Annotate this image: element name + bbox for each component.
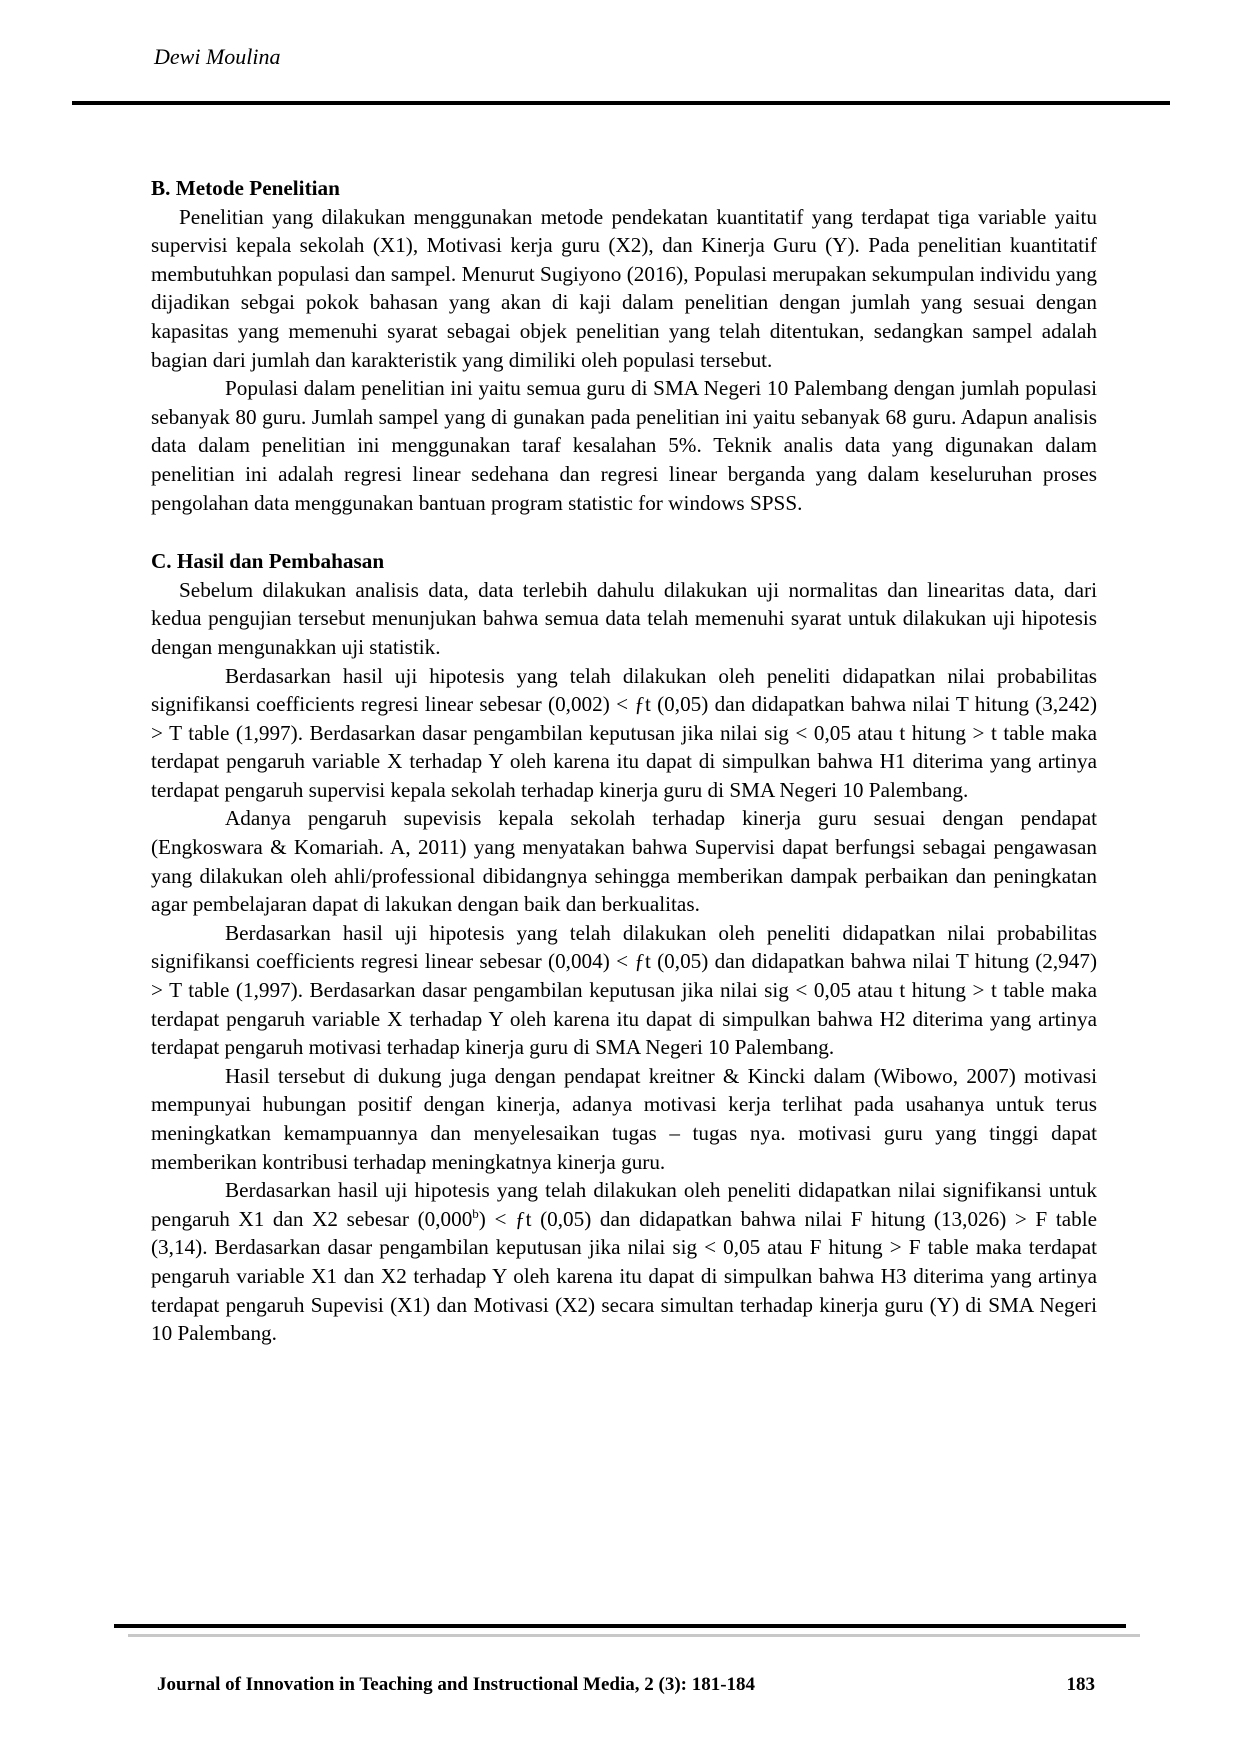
article-body (151, 174, 1097, 1348)
page-footer (157, 1674, 1095, 1696)
section-c-paragraph-2: Berdasarkan hasil uji hipotesis yang telah dilakukan oleh peneliti didapatkan nilai probabilitas signifikansi coefficients regresi linear sebesar (0,002) < ƒt (0,05) dan didapatkan bahwa nilai T hitung (3,242) > T table (1,997). Berdasarkan dasar pengambilan keputusan jika nilai sig < 0,05 atau t hitung > t table maka terdapat pengaruh variable X terhadap Y oleh karena itu dapat di simpulkan bahwa H1 diterima yang artinya terdapat pengaruh supervisi kepala sekolah terhadap kinerja guru di SMA Negeri 10 Palembang. (151, 663, 1097, 802)
section-c-heading: C. Hasil dan Pembahasan (151, 549, 385, 574)
section-c-paragraph-4: Berdasarkan hasil uji hipotesis yang telah dilakukan oleh peneliti didapatkan nilai probabilitas signifikansi coefficients regresi linear sebesar (0,004) < ƒt (0,05) dan didapatkan bahwa nilai T hitung (2,947) > T table (1,997). Berdasarkan dasar pengambilan keputusan jika nilai sig < 0,05 atau t hitung > t table maka terdapat pengaruh variable X terhadap Y oleh karena itu dapat di simpulkan bahwa H2 diterima yang artinya terdapat pengaruh motivasi terhadap kinerja guru di SMA Negeri 10 Palembang. (151, 920, 1097, 1060)
section-c-paragraph-3: Adanya pengaruh supevisis kepala sekolah terhadap kinerja guru sesuai dengan pendapat (Engkoswara & Komariah. A, 2011) yang menyatakan bahwa Supervisi dapat berfungsi sebagai pengawasan yang dilakukan oleh ahli/professional dibidangnya sehingga memberikan dampak perbaikan dan peningkatan agar pembelajaran dapat di lakukan dengan baik dan berkualitas. (151, 806, 1097, 917)
superscript-b: b (472, 1205, 479, 1221)
section-gap (151, 517, 1097, 547)
journal-citation: Journal of Innovation in Teaching and Instructional Media, 2 (3): 181-184 (157, 1674, 756, 1695)
paragraph-6-text-end: ) < ƒt (0,05) dan didapatkan bahwa nilai F hitung (13,026) > F table (3,14). Berdasarkan dasar pengambilan keputusan jika nilai sig < 0,05 atau F hitung > F table maka terdapat pengaruh variable X1 dan X2 terhadap Y oleh karena itu dapat di simpulkan bahwa H3 diterima yang artinya terdapat pengaruh Supevisi (X1) dan Motivasi (X2) secara simultan terhadap kinerja guru (Y) di SMA Negeri 10 Palembang. (151, 1206, 1097, 1346)
section-b-paragraph-1: Penelitian yang dilakukan menggunakan metode pendekatan kuantitatif yang terdapat tiga variable yaitu supervisi kepala sekolah (X1), Motivasi kerja guru (X2), dan Kinerja Guru (Y). Pada penelitian kuantitatif membutuhkan populasi dan sampel. Menurut Sugiyono (2016), Populasi merupakan sekumpulan individu yang dijadikan sebgai pokok bahasan yang akan di kaji dalam penelitian dengan jumlah yang sesuai dengan kapasitas yang memenuhi syarat sebagai objek penelitian yang telah ditentukan, sedangkan sampel adalah bagian dari jumlah dan karakteristik yang dimiliki oleh populasi tersebut. (151, 204, 1097, 372)
header-rule (72, 101, 1170, 105)
paragraph-6-text-start: Berdasarkan hasil uji hipotesis yang telah dilakukan oleh peneliti didapatkan nilai signifikansi untuk pengaruh X1 dan X2 sebesar (0,000 (151, 1178, 1097, 1231)
section-c-paragraph-6 (151, 1176, 1097, 1348)
footer-rule (114, 1624, 1126, 1628)
section-c-paragraph-5: Hasil tersebut di dukung juga dengan pendapat kreitner & Kincki dalam (Wibowo, 2007) motivasi mempunyai hubungan positif dengan kinerja, adanya motivasi kerja terlihat pada usahanya untuk terus meningkatkan kemampuannya dan menyelesaikan tugas – tugas nya. motivasi guru yang tinggi dapat memberikan kontribusi terhadap meningkatnya kinerja guru. (151, 1063, 1097, 1174)
section-c-paragraph-1: Sebelum dilakukan analisis data, data terlebih dahulu dilakukan uji normalitas dan linearitas data, dari kedua pengujian tersebut menunjukan bahwa semua data telah memenuhi syarat untuk dilakukan uji hipotesis dengan mengunakkan uji statistik. (151, 577, 1097, 659)
page-number: 183 (1066, 1674, 1095, 1695)
footer-rule-shadow (128, 1634, 1140, 1637)
section-b-paragraph-2: Populasi dalam penelitian ini yaitu semua guru di SMA Negeri 10 Palembang dengan jumlah populasi sebanyak 80 guru. Jumlah sampel yang di gunakan pada penelitian ini yaitu sebanyak 68 guru. Adapun analisis data dalam penelitian ini menggunakan taraf kesalahan 5%. Teknik analis data yang digunakan dalam penelitian ini adalah regresi linear sedehana dan regresi linear berganda yang dalam keseluruhan proses pengolahan data menggunakan bantuan program statistic for windows SPSS. (151, 376, 1097, 515)
running-head-author: Dewi Moulina (154, 44, 281, 69)
section-b-heading: B. Metode Penelitian (151, 176, 340, 200)
